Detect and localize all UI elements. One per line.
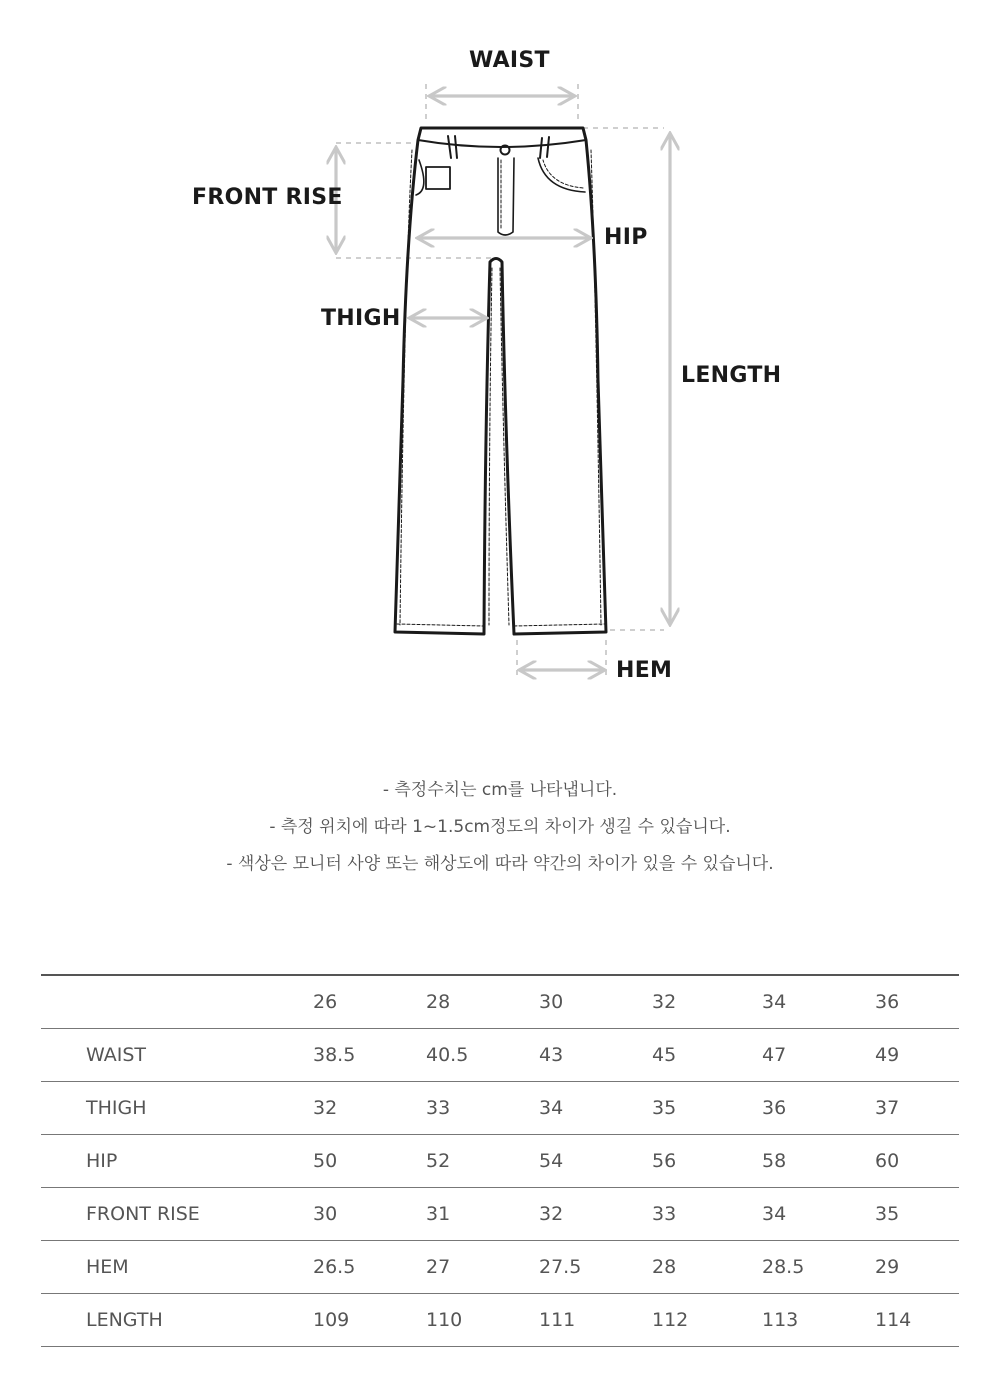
- waist-label: WAIST: [469, 48, 550, 73]
- hem-label: HEM: [616, 658, 673, 683]
- table-row: [41, 1028, 959, 1081]
- row-label-cell: HIP: [41, 1134, 313, 1187]
- table-row: [41, 1081, 959, 1134]
- value-cell: 26.5: [313, 1240, 426, 1293]
- thigh-label: THIGH: [321, 306, 401, 331]
- value-cell: 36: [762, 1081, 875, 1134]
- value-cell: 113: [762, 1293, 875, 1346]
- value-cell: 27: [426, 1240, 539, 1293]
- row-label-cell: HEM: [41, 1240, 313, 1293]
- value-cell: 30: [313, 1187, 426, 1240]
- value-cell: 60: [875, 1134, 959, 1187]
- note-line: - 측정 위치에 따라 1~1.5cm정도의 차이가 생길 수 있습니다.: [269, 817, 731, 837]
- value-cell: 54: [539, 1134, 652, 1187]
- value-cell: 33: [426, 1081, 539, 1134]
- size-header-cell: 34: [762, 975, 875, 1028]
- table-corner-cell: [41, 975, 313, 1028]
- value-cell: 38.5: [313, 1028, 426, 1081]
- measurement-arrows: [336, 96, 670, 670]
- row-label-cell: THIGH: [41, 1081, 313, 1134]
- length-label: LENGTH: [681, 363, 782, 388]
- row-label-cell: LENGTH: [41, 1293, 313, 1346]
- value-cell: 32: [313, 1081, 426, 1134]
- value-cell: 47: [762, 1028, 875, 1081]
- value-cell: 34: [762, 1187, 875, 1240]
- front-rise-label: FRONT RISE: [192, 185, 343, 210]
- value-cell: 33: [652, 1187, 762, 1240]
- value-cell: 50: [313, 1134, 426, 1187]
- value-cell: 56: [652, 1134, 762, 1187]
- value-cell: 31: [426, 1187, 539, 1240]
- measurement-notes: [0, 772, 1000, 883]
- value-cell: 112: [652, 1293, 762, 1346]
- size-chart-table: [41, 974, 959, 1347]
- table-header-row: [41, 975, 959, 1028]
- size-header-cell: 28: [426, 975, 539, 1028]
- value-cell: 111: [539, 1293, 652, 1346]
- size-header-cell: 32: [652, 975, 762, 1028]
- size-header-cell: 26: [313, 975, 426, 1028]
- value-cell: 28.5: [762, 1240, 875, 1293]
- value-cell: 35: [652, 1081, 762, 1134]
- value-cell: 34: [539, 1081, 652, 1134]
- value-cell: 49: [875, 1028, 959, 1081]
- value-cell: 52: [426, 1134, 539, 1187]
- value-cell: 37: [875, 1081, 959, 1134]
- measurement-guides: [336, 84, 664, 680]
- row-label-cell: WAIST: [41, 1028, 313, 1081]
- value-cell: 35: [875, 1187, 959, 1240]
- value-cell: 27.5: [539, 1240, 652, 1293]
- table-row: [41, 1240, 959, 1293]
- note-line: - 색상은 모니터 사양 또는 해상도에 따라 약간의 차이가 있을 수 있습니다.: [226, 854, 774, 874]
- hip-label: HIP: [604, 225, 648, 250]
- table-row: [41, 1293, 959, 1346]
- value-cell: 43: [539, 1028, 652, 1081]
- value-cell: 29: [875, 1240, 959, 1293]
- value-cell: 58: [762, 1134, 875, 1187]
- pants-illustration: [395, 128, 606, 634]
- row-label-cell: FRONT RISE: [41, 1187, 313, 1240]
- note-line: - 측정수치는 cm를 나타냅니다.: [382, 780, 618, 800]
- value-cell: 40.5: [426, 1028, 539, 1081]
- table-row: [41, 1187, 959, 1240]
- table-row: [41, 1134, 959, 1187]
- value-cell: 109: [313, 1293, 426, 1346]
- value-cell: 110: [426, 1293, 539, 1346]
- value-cell: 114: [875, 1293, 959, 1346]
- size-header-cell: 30: [539, 975, 652, 1028]
- value-cell: 28: [652, 1240, 762, 1293]
- size-header-cell: 36: [875, 975, 959, 1028]
- value-cell: 32: [539, 1187, 652, 1240]
- value-cell: 45: [652, 1028, 762, 1081]
